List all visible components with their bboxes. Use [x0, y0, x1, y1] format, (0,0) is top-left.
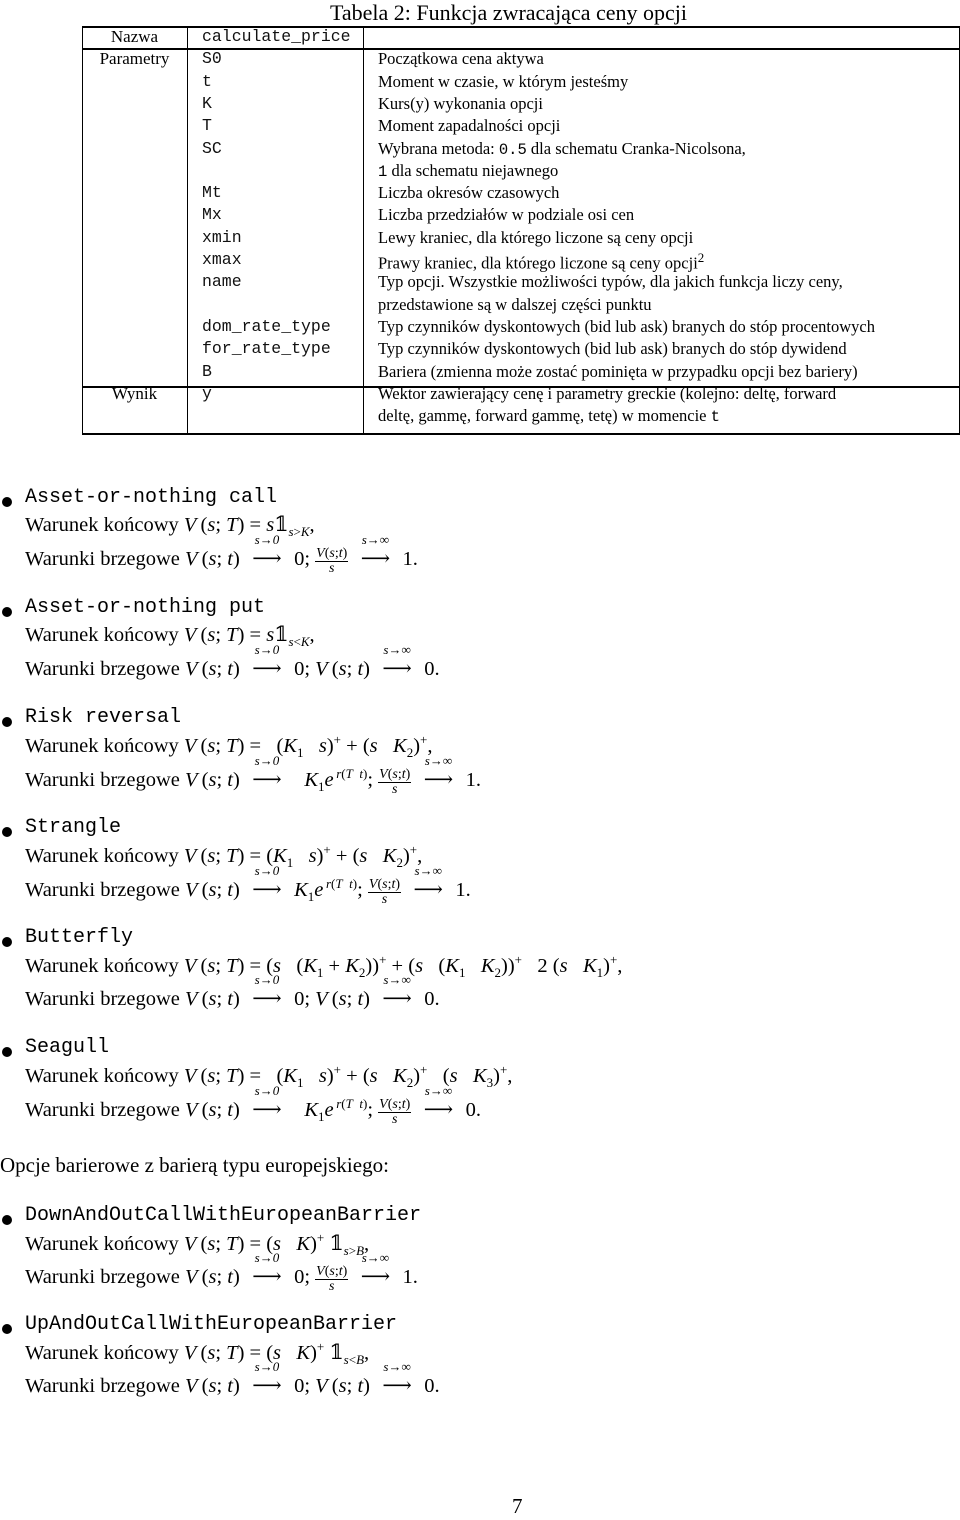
boundary-conditions: Warunki brzegowe V (s; t) s→0 ⟶ $K_1e$ $^{r(T t)}$; $\frac{V(s;t)}{s}$ s→∞ ⟶ 0.	[25, 1082, 481, 1127]
table-param-name: y	[202, 383, 212, 403]
boundary-conditions: Warunki brzegowe V (s; t) s→0 ⟶ $K_1e$ $^{r(T t)}$; $\frac{V(s;t)}{s}$ s→∞ ⟶ 1.	[25, 862, 471, 907]
bullet-icon	[2, 607, 12, 617]
table-param-description: Wybrana metoda: 0.5 dla schematu Cranka-Nicolsona,	[378, 138, 746, 159]
table-row-label: Parametry	[99, 49, 170, 69]
bullet-icon	[2, 937, 12, 947]
option-name: Butterfly	[25, 926, 134, 949]
table-param-name: S0	[202, 49, 222, 69]
table-rule	[82, 433, 960, 435]
table-param-description: deltę, gammę, forward gammę, tetę) w momencie t	[378, 406, 720, 427]
table-param-description: Bariera (zmienna może zostać pominięta w przypadku opcji bez bariery)	[378, 361, 858, 381]
option-name: Risk reversal	[25, 706, 182, 729]
option-name: Asset-or-nothing call	[25, 486, 278, 509]
boundary-conditions: Warunki brzegowe V (s; t) s→0 ⟶ 0; V (s; t) s→∞ ⟶ 0.	[25, 642, 440, 680]
table-param-description: Liczba przedziałów w podziale osi cen	[378, 205, 635, 225]
terminal-condition: Warunek końcowy V (s; T) = (s $(K_1 + K_2))^+ + (s$ ($K_1$ $K_2))^+$ 2 (s $K_1)^+$,	[25, 952, 623, 980]
table-column-rule	[363, 26, 364, 434]
bullet-icon	[2, 1047, 12, 1057]
table-param-name: dom_rate_type	[202, 316, 331, 336]
bullet-icon	[2, 1324, 12, 1334]
table-param-description: przedstawione są w dalszej części punktu	[378, 294, 652, 314]
table-param-description: Moment zapadalności opcji	[378, 116, 561, 136]
table-param-description: Typ opcji. Wszystkie możliwości typów, dla jakich funkcja liczy ceny,	[378, 272, 843, 292]
table-param-name: B	[202, 361, 212, 381]
terminal-condition: Warunek końcowy V (s; T) = (s K)+ $𝟙_{s>B}$,	[25, 1230, 370, 1258]
table-param-name: t	[202, 71, 212, 91]
page-number: 7	[512, 1494, 523, 1518]
barrier-heading: Opcje barierowe z barierą typu europejskiego:	[0, 1153, 389, 1177]
table-row-label: Nazwa	[110, 27, 159, 46]
table-param-description: Liczba okresów czasowych	[378, 183, 560, 203]
table-param-name: SC	[202, 138, 222, 158]
option-name: DownAndOutCallWithEuropeanBarrier	[25, 1204, 422, 1227]
table-param-description: Prawy kraniec, dla którego liczone są ceny opcji$^2$	[378, 250, 705, 273]
table-param-name: xmin	[202, 227, 242, 247]
terminal-condition: Warunek końcowy V (s; $T) = (K_1$ s)+ + (s $K_2)^+$,	[25, 732, 433, 760]
terminal-condition: Warunek końcowy V (s; $T) = s𝟙_{s<K}$,	[25, 624, 315, 650]
option-name: Strangle	[25, 816, 122, 839]
boundary-conditions: Warunki brzegowe V (s; t) s→0 ⟶ 0; $\frac{V(s;t)}{s}$ s→∞ ⟶ 1.	[25, 532, 418, 576]
terminal-condition: Warunek końcowy V (s; T) = (s K)+ $𝟙_{s<B}$,	[25, 1339, 370, 1367]
table-param-description: Lewy kraniec, dla którego liczone są ceny opcji	[378, 227, 694, 247]
table-param-description: Typ czynników dyskontowych (bid lub ask) branych do stóp procentowych	[378, 316, 875, 336]
boundary-conditions: Warunki brzegowe V (s; t) s→0 ⟶ $K_1e$ $^{r(T t)}$; $\frac{V(s;t)}{s}$ s→∞ ⟶ 1.	[25, 752, 481, 797]
table-param-name: Mx	[202, 205, 222, 225]
table-param-description: Wektor zawierający cenę i parametry greckie (kolejno: deltę, forward	[378, 383, 837, 403]
terminal-condition: Warunek końcowy V (s; $T) = (K_1$ s)+ + (s $K_2)^+$,	[25, 842, 423, 870]
table-param-name: T	[202, 116, 212, 136]
table-column-rule	[82, 26, 83, 434]
table-caption: Tabela 2: Funkcja zwracająca ceny opcji	[330, 0, 687, 25]
terminal-condition: Warunek końcowy V (s; $T) = s𝟙_{s>K}$,	[25, 514, 315, 540]
table-param-name: xmax	[202, 250, 242, 269]
parameters-table	[82, 26, 960, 434]
terminal-condition: Warunek końcowy V (s; $T) = (K_1$ s)+ + (s $K_2)^+$ (s $K_3)^+$,	[25, 1062, 513, 1090]
table-param-description: Początkowa cena aktywa	[378, 49, 544, 69]
bullet-icon	[2, 1215, 12, 1225]
boundary-conditions: Warunki brzegowe V (s; t) s→0 ⟶ 0; V (s; t) s→∞ ⟶ 0.	[25, 972, 440, 1010]
table-param-description: 1 dla schematu niejawnego	[378, 160, 559, 181]
boundary-conditions: Warunki brzegowe V (s; t) s→0 ⟶ 0; V (s; t) s→∞ ⟶ 0.	[25, 1359, 440, 1397]
table-row-label: Wynik	[111, 383, 158, 403]
table-param-name: for_rate_type	[202, 339, 331, 359]
option-name: UpAndOutCallWithEuropeanBarrier	[25, 1313, 398, 1336]
bullet-icon	[2, 497, 12, 507]
table-param-name: name	[202, 272, 242, 292]
boundary-conditions: Warunki brzegowe V (s; t) s→0 ⟶ 0; $\frac{V(s;t)}{s}$ s→∞ ⟶ 1.	[25, 1250, 418, 1294]
table-column-rule	[187, 26, 188, 434]
bullet-icon	[2, 717, 12, 727]
table-param-name: Mt	[202, 183, 222, 203]
table-param-description: Kurs(y) wykonania opcji	[378, 93, 543, 113]
table-param-description: Typ czynników dyskontowych (bid lub ask) branych do stóp dywidend	[378, 339, 847, 359]
option-name: Asset-or-nothing put	[25, 596, 266, 619]
option-name: Seagull	[25, 1036, 110, 1059]
table-param-name: calculate_price	[202, 27, 351, 46]
table-param-name: K	[202, 93, 212, 113]
bullet-icon	[2, 827, 12, 837]
table-param-description: Moment w czasie, w którym jesteśmy	[378, 71, 629, 91]
